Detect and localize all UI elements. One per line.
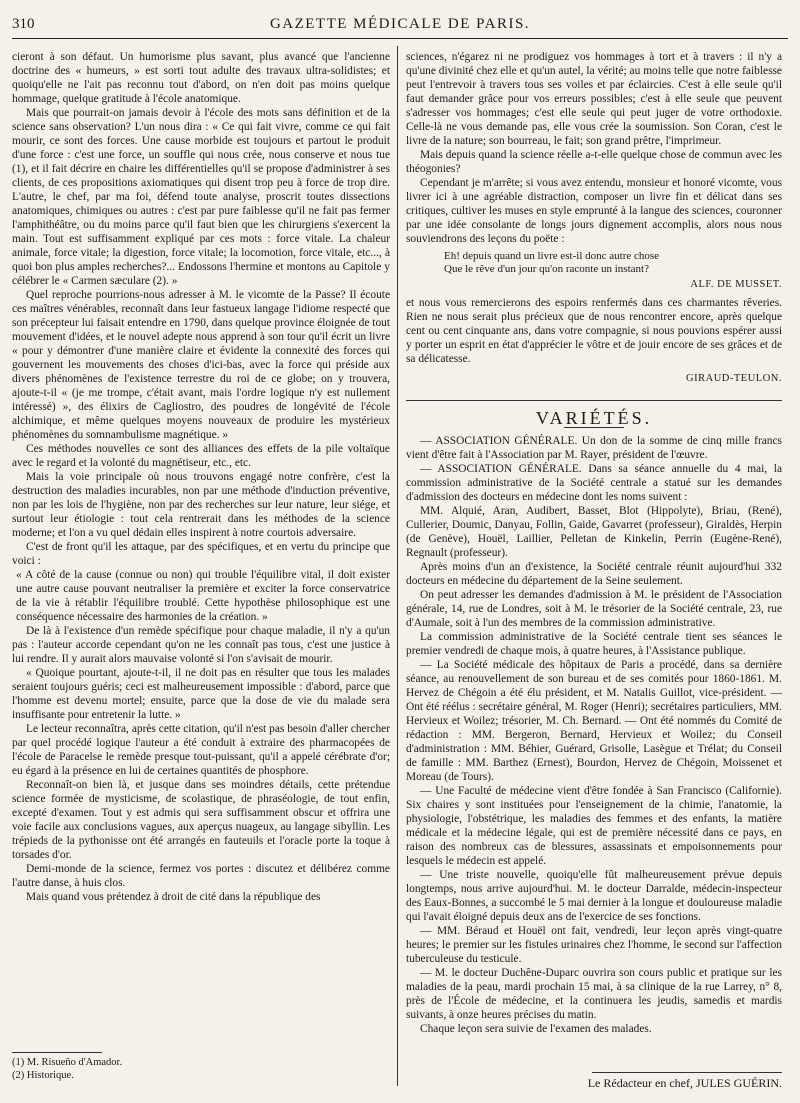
redacteur-signature: Le Rédacteur en chef, JULES GUÉRIN. (587, 1076, 782, 1090)
signature-rule (592, 1072, 782, 1073)
news-item: Après moins d'un an d'existence, la Société centrale réunit aujourd'hui 332 docteurs en médecine du département de la Seine seulement. (406, 561, 782, 587)
news-item: — M. le docteur Duchêne-Duparc ouvrira son cours public et pratique sur les maladies de la peau, mardi prochain 15 mai, à sa clinique de la rue Larrey, n° 8, près de l'École de médecine, et la continuera les jeudis, samedis et mardis suivants, à onze heures précises du matin. (406, 967, 782, 1021)
verse-line: Eh! depuis quand un livre est-il donc autre chose (444, 250, 660, 262)
paragraph: Le lecteur reconnaîtra, après cette citation, qu'il n'est pas besoin d'aller chercher par quel procédé logique l'auteur a été conduit à extraire des pharmacopées de l'école de Paracelse le remède presque tout-puissant, qu'il a appelé cérébrate d'or; eu égard à la présence en lui de certaines quantités de phosphore. (12, 723, 390, 777)
page-number: 310 (12, 16, 35, 32)
news-item: MM. Alquié, Aran, Audibert, Basset, Blot (Hippolyte), Briau, (René), Cullerier, Doumic, Danyau, Follin, Gaide, Gavarret (professeur), Giraldès, Herpin (de Genève), Houël, Laillier, Pelletan de Kinkelin, Perrin (Eugène-René), Regnault (professeur). (406, 505, 782, 559)
section-rule (406, 400, 782, 401)
paragraph: Mais depuis quand la science réelle a-t-elle quelque chose de commun avec les théogonies? (406, 149, 782, 175)
paragraph: Ces méthodes nouvelles ce sont des alliances des effets de la pile voltaïque avec le regard et la volonté du magnétiseur, etc., etc. (12, 443, 390, 469)
paragraph: Quel reproche pourrions-nous adresser à M. le vicomte de la Passe? Il écoute ces maîtres vénérables, reconnaît dans leur fastueux langage l'idiome respecté que son précepteur lui faisait entendre en 1790, dans quelque province éloignée de tout mouvement d'idées, et le nouvel adepte nous apprend à son tour qu'il écrit un livre « pour y démontrer d'une manière claire et évidente la connexité des forces qui gouvernent les mouvements des choses d'ici-bas, avec la force qui préside aux divers phénomènes de l'existence terrestre du roi de ce globe; on y trouvera, ajoute-t-il « (je me trompe, c'était avant, mais l'ordre logique n'y est nullement intéressé) », des élixirs de Cagliostro, des poudres de longévité de l'école alchimique, et même quelques moyens nouveaux de produire les mystérieux phénomènes du somnambulisme magnétique. » (12, 289, 390, 441)
paragraph: Mais la voie principale où nous trouvons engagé notre confrère, c'est la destruction des maladies incurables, non par une méthode d'induction préventive, non par les lois de l'hygiène, non par des recherches sur leur nature, leur siége, et surtout leur étiologie : tout cela rentrerait dans les méthodes de la science moderne; et l'on a vu quel dédain elles inspirent à notre courtois adversaire. (12, 471, 390, 539)
news-item: — ASSOCIATION GÉNÉRALE. Un don de la somme de cinq mille francs vient d'être fait à l'Association par M. Rayer, président de l'œuvre. (406, 435, 782, 461)
news-item: — MM. Béraud et Houël ont fait, vendredi, leur leçon après vingt-quatre heures; le premier sur les fistules urinaires chez l'homme, le second sur l'affection tuberculeuse du testicule. (406, 925, 782, 965)
section-title: VARIÉTÉS. (535, 408, 653, 428)
paragraph: De là à l'existence d'un remède spécifique pour chaque maladie, il n'y a qu'un pas : l'auteur accorde cependant qu'on ne les connaît pas tous, c'est une justice à lui rendre. Il y aurait alors mauvaise volonté si l'on s'avisait de mourir. (12, 625, 390, 665)
paragraph: « Quoique pourtant, ajoute-t-il, il ne doit pas en résulter que tous les malades seraient toujours guéris; ceci est malheureusement impossible : d'abord, parce que l'homme est devenu mortel; ensuite, parce que la dose de vie du malade sera insuffisante pour entretenir la lutte. » (12, 667, 390, 721)
paragraph: Mais quand vous prétendez à droit de cité dans la république des (26, 891, 321, 903)
paragraph: C'est de front qu'il les attaque, par des spécifiques, et en vertu du principe que voici : (12, 541, 390, 567)
verse-author: ALF. DE MUSSET. (690, 279, 782, 290)
paragraph: Mais que pourrait-on jamais devoir à l'école des mots sans définition et de la science sans observation? L'un nous dira : « Ce qui fait vivre, comme ce qui fait mourir, ce sont des forces. Une cause morbide est toujours et partout le produit d'une force : c'est une force, un souffle qui nous crée, nous conserve et nous tue (1), et il fait décrire en chaire les différentielles qu'il se propose d'administrer à ses clients, de ces propositions axiomatiques qui disent trop peu à force de trop dire. L'autre, le chef, par ma foi, défend toute analyse, proscrit toutes dissections anatomiques, chimiques ou autres : c'est par pure faiblesse qu'il ne fait pas fermer l'amphithéâtre, ou du moins parce qu'il faut bien que les chirurgiens s'exercent la main. Tout est suffisamment expliqué par ces mots : force vitale. La chaleur animale, force vitale; la digestion, force vitale; la locomotion, force vitale, etc..., à quoi bon plus amples recherches?... Endossons l'hermine et montons au Capitole y célébrer le « Carmen sæculare (2). » (12, 107, 390, 287)
page-header (12, 14, 788, 39)
verse-line: Que le rêve d'un jour qu'on raconte un instant? (444, 263, 649, 275)
footnote: (2) Historique. (12, 1069, 74, 1081)
news-item: — ASSOCIATION GÉNÉRALE. Dans sa séance annuelle du 4 mai, la commission administrative de la Société centrale a statué sur les demandes d'admission des docteurs en médecine dont les noms suivent : (406, 463, 782, 503)
news-item: On peut adresser les demandes d'admission à M. le président de l'Association générale, 14, rue de Londres, soit à M. le trésorier de la Société centrale, 23, rue d'Aumale, soit à l'un des membres de la commission administrative. (406, 589, 782, 629)
paragraph: et nous vous remercierons des espoirs renfermés dans ces charmantes rêveries. Rien ne nous serait plus précieux que de nous rencontrer encore, après quelque cent ou cent cinquante ans, dans votre compagnie, si nous pouvions espérer aussi y porter un esprit en état d'apprécier le vôtre et de jouir encore de ses grâces et de sa délicatesse. (406, 297, 782, 365)
paragraph: Reconnaît-on bien là, et jusque dans ses moindres détails, cette prétendue science formée de mysticisme, de scolastique, de phraséologie, de tout enfin, excepté d'examen. Tout y est admis qui sera suffisamment obscur et offrira une voie facile aux conclusions vagues, aux aperçus nuageux, au langage sibyllin. Les trépieds de la pythonisse ont été arrangés en fauteuils et l'oracle porte la toque à torsades d'or. (12, 779, 390, 861)
redacteur-block (406, 1072, 782, 1091)
quotation: « A côté de la cause (connue ou non) qui trouble l'équilibre vital, il doit exister une autre cause pouvant neutraliser la première et exciter la force conservatrice de la vie à rétablir l'équilibre troublé. Cette hypothèse philosophique est une conséquence nécessaire des harmonies de la création. » (16, 569, 390, 623)
journal-title: GAZETTE MÉDICALE DE PARIS. (269, 16, 531, 32)
news-item: — Une triste nouvelle, quoiqu'elle fût malheureusement prévue depuis longtemps, nous arrive aujourd'hui. M. le docteur Darralde, médecin-inspecteur des Eaux-Bonnes, a succombé le 5 mai dernier à la longue et douloureuse maladie qui l'avait éloigné depuis deux ans de l'exercice de ses fonctions. (406, 869, 782, 923)
article-signature: GIRAUD-TEULON. (686, 373, 782, 384)
paragraph: cieront à son défaut. Un humorisme plus savant, plus avancé que l'ancienne doctrine des « humeurs, » est sorti tout adulte des travaux ultra-solidistes; et quoiqu'elle ne l'ait pas reconnu tout d'abord, on n'en doit pas moins quelque hommage, quelque gratitude à l'école anatomique. (12, 51, 390, 105)
news-item: La commission administrative de la Société centrale tient ses séances le premier vendredi de chaque mois, à quatre heures, à l'Assistance publique. (406, 631, 782, 657)
news-item: — La Société médicale des hôpitaux de Paris a procédé, dans sa dernière séance, au renouvellement de son bureau et de ses comités pour 1860-1861. M. Hervez de Chégoin a été élu président, et M. Natalis Guillot, vice-président. — Ont été réélus : secrétaire général, M. Roger (Henri); secrétaires particuliers, MM. Hervieux et Woilez; trésorier, M. Ch. Bernard. — Ont été nommés du Comité de rédaction : MM. Bergeron, Bernard, Hervieux et Woilez; du Conseil d'administration : MM. Béhier, Guérard, Grisolle, Lasègue et Trélat; du Conseil de famille : MM. Barthez (Ernest), Bourdon, Hervez de Chégoin, Moissenet et Moreau (de Tours). (406, 659, 782, 783)
paragraph: Demi-monde de la science, fermez vos portes : discutez et délibérez comme l'autre danse, à huis clos. (12, 863, 390, 889)
paragraph: sciences, n'égarez ni ne prodiguez vos hommages à tort et à travers : il n'y a qu'une divinité chez elle et qu'un autel, la vérité; au moins telle que notre faiblesse peut l'entrevoir à travers tous ses voiles et par éclaircies. C'est à elle seule qu'il faut demander grâce pour vos erreurs possibles; c'est à elle seule que peuvent s'adresser vos hommages; c'est elle seule qui peut juger de votre orthodoxie. Celle-là ne vous demande pas, elle vous crée la soumission. Son Coran, c'est le livre de la nature; son bourreau, le fait; son grand prêtre, l'imprimeur. (406, 51, 782, 147)
right-column (406, 50, 782, 1090)
left-column (12, 50, 390, 1090)
footnote: (1) M. Risueño d'Amador. (12, 1057, 123, 1068)
footnote-rule (12, 1052, 102, 1053)
paragraph: Cependant je m'arrête; si vous avez entendu, monsieur et honoré vicomte, vous livrer ici à une agréable distraction, composer un livre fin et délicat dans ses critiques, cultiver les muses en style emprunté à la langue des sciences, couronner par une idée consolante de longs jours dignement accomplis, alors nous nous souviendrons des leçons du poëte : (406, 177, 782, 245)
footnotes (12, 1052, 390, 1082)
news-item: Chaque leçon sera suivie de l'examen des malades. (420, 1023, 652, 1035)
column-divider (397, 46, 398, 1086)
news-item: — Une Faculté de médecine vient d'être fondée à San Francisco (Californie). Six chaires y sont instituées pour l'enseignement de la chimie, l'anatomie, la physiologie, l'obstétrique, les maladies des femmes et des enfants, la matière médicale et la médecine légale, qui est de première nécessité dans ce pays, en raison des nombreux cas de blessures, assassinats et empoisonnements pour lesquels le médecin est appelé. (406, 785, 782, 867)
